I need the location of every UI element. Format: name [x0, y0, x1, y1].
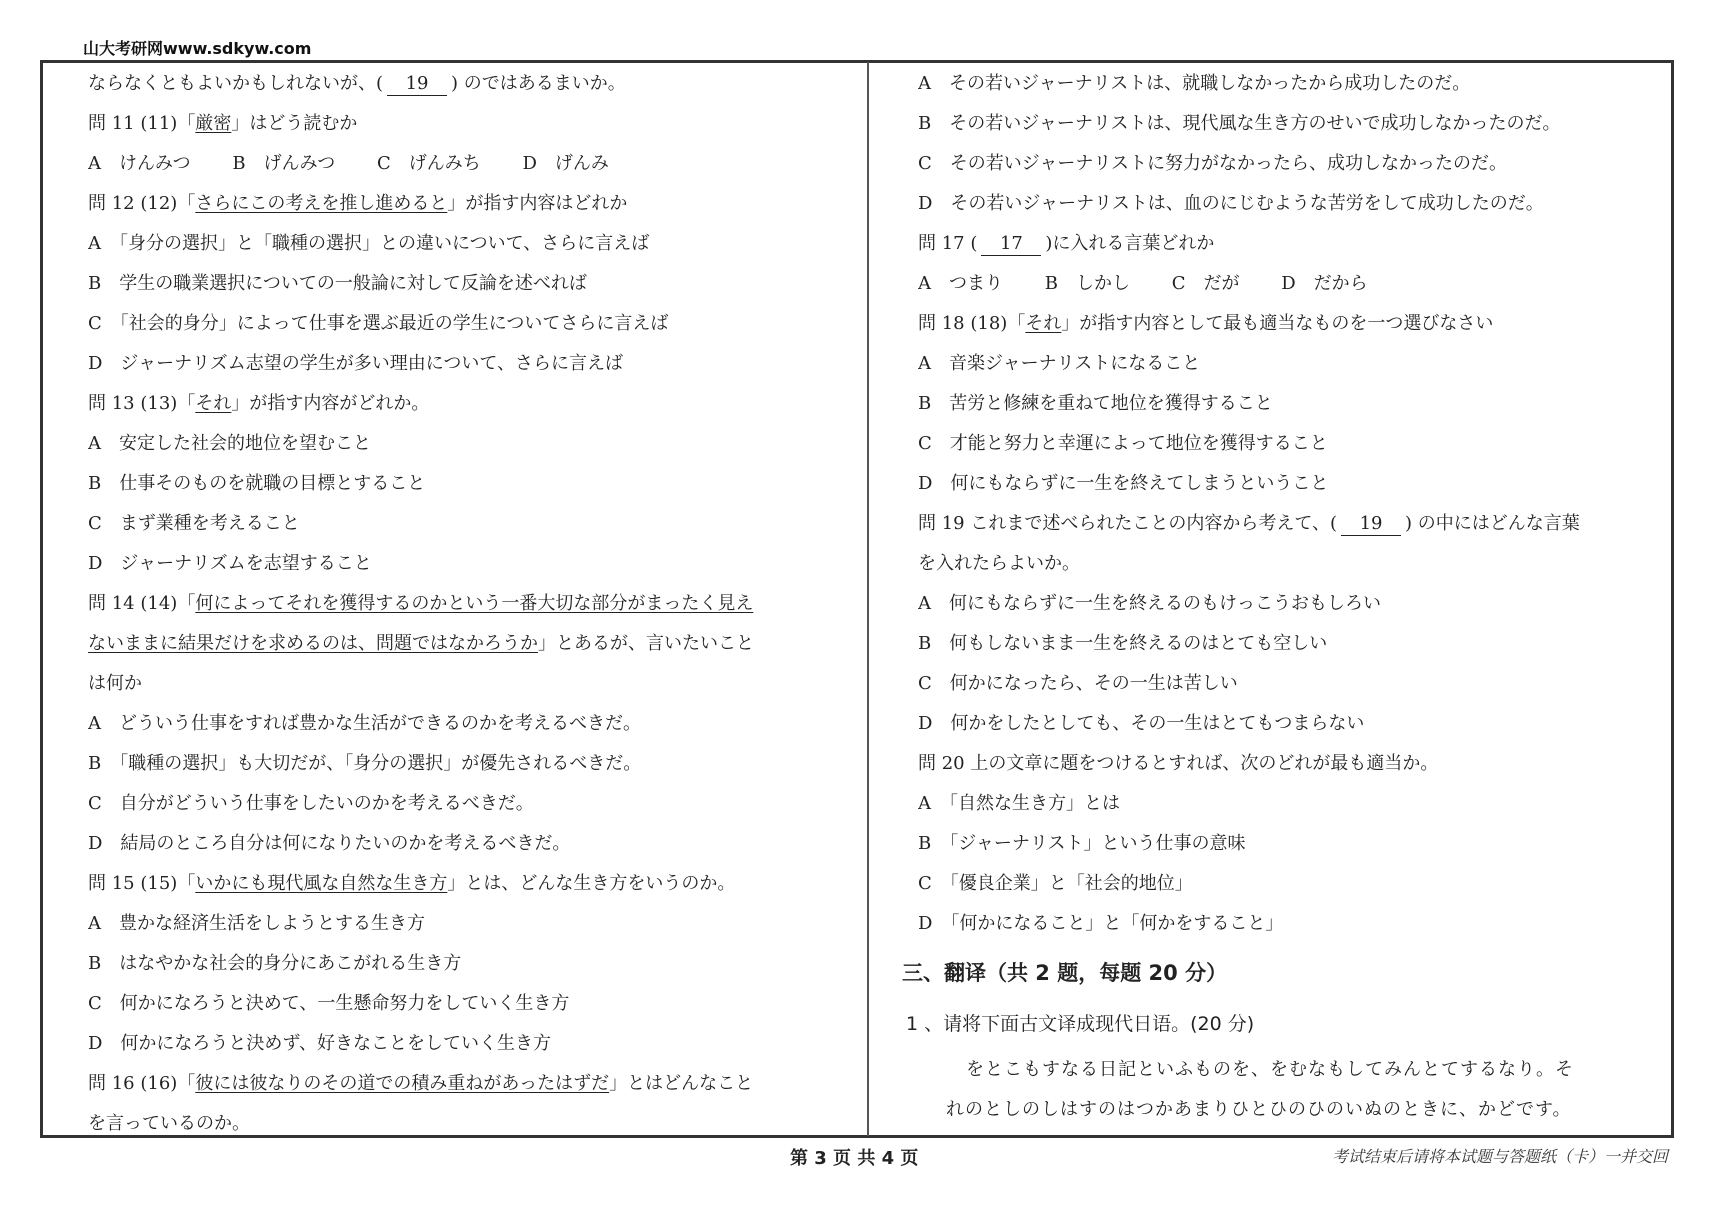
text: ( [970, 233, 978, 254]
option-a: A つまり [918, 273, 1003, 294]
question-number: 問 16 [88, 1073, 135, 1094]
option-c: C その若いジャーナリストに努力がなかったら、成功しなかったのだ。 [918, 153, 1508, 174]
option-c: C 何かになったら、その一生は苦しい [918, 673, 1238, 694]
option-d: D ジャーナリズムを志望すること [88, 553, 372, 574]
option-d: D その若いジャーナリストは、血のにじむような苦労をして成功したのだ。 [918, 193, 1544, 214]
section-title: 三、翻译（共 2 题，每题 20 分） [902, 961, 1228, 985]
blank-17: 17 [981, 233, 1041, 256]
option-a: A 安定した社会的地位を望むこと [88, 433, 371, 454]
text: 上の文章に題をつけるとすれば、次のどれが最も適当か。 [970, 753, 1439, 774]
option-a: A 「身分の選択」と「職種の選択」との違いについて、さらに言えば [88, 233, 650, 254]
question-11 [88, 104, 860, 144]
question-number: 問 12 [88, 193, 135, 214]
question-20 [918, 744, 1666, 784]
options-17 [918, 264, 1666, 304]
option-d: D だから [1281, 273, 1368, 294]
question-12 [88, 184, 860, 224]
text: これまで述べられたことの内容から考えて、( [970, 513, 1338, 534]
underlined-ref: 彼には彼なりのその道での積み重ねがあったはずだ [195, 1073, 610, 1094]
underlined-ref: いかにも現代風な自然な生き方 [195, 873, 448, 894]
option-a: A けんみつ [88, 153, 191, 174]
option-d: D 結局のところ自分は何になりたいのかを考えるべきだ。 [88, 833, 571, 854]
question-16-end: を言っているのか。 [88, 1113, 250, 1134]
option-c: C 何かになろうと決めて、一生懸命努力をしていく生き方 [88, 993, 570, 1014]
text: )に入れる言葉どれか [1045, 233, 1215, 254]
option-b: B しかし [1044, 273, 1130, 294]
question-number: 問 13 [88, 393, 135, 414]
underlined-ref: それ [1025, 313, 1062, 334]
option-b: B 苦労と修練を重ねて地位を獲得すること [918, 393, 1273, 414]
right-column [902, 64, 1666, 1130]
question-number: 問 14 [88, 593, 135, 614]
column-divider [867, 62, 869, 1136]
question-19 [918, 504, 1666, 544]
page-number: 第 3 页 共 4 页 [790, 1148, 919, 1169]
question-number: 問 18 [918, 313, 965, 334]
question-number: 問 11 [88, 113, 135, 134]
option-b: B げんみつ [232, 153, 336, 174]
option-c: C げんみち [376, 153, 481, 174]
option-a: A 豊かな経済生活をしようとする生き方 [88, 913, 425, 934]
text: 」が指す内容はどれか [447, 193, 628, 214]
option-b: B その若いジャーナリストは、現代風な生き方のせいで成功しなかったのだ。 [918, 113, 1561, 134]
blank-19: 19 [387, 73, 447, 96]
option-c: C 自分がどういう仕事をしたいのかを考えるべきだ。 [88, 793, 534, 814]
option-a: A 何にもならずに一生を終えるのもけっこうおもしろい [918, 593, 1381, 614]
option-c: C 「社会的身分」によって仕事を選ぶ最近の学生についてさらに言えば [88, 313, 669, 334]
option-a: A どういう仕事をすれば豊かな生活ができるのかを考えるべきだ。 [88, 713, 641, 734]
site-header: 山大考研网www.sdkyw.com [83, 39, 312, 58]
text: (15)「 [140, 873, 196, 894]
question-17 [918, 224, 1666, 264]
text: 」が指す内容がどれか。 [231, 393, 430, 414]
option-c: C 才能と努力と幸運によって地位を獲得すること [918, 433, 1328, 454]
text: 」とあるが、言いたいこと [538, 633, 754, 654]
text: (16)「 [140, 1073, 196, 1094]
option-d: D 「何かになること」と「何かをすること」 [918, 913, 1284, 934]
underlined-ref: さらにこの考えを推し進めると [195, 193, 448, 214]
question-13 [88, 384, 860, 424]
footer-note: 考试结束后请将本试题与答题纸（卡）一并交回 [1331, 1147, 1668, 1166]
underlined-ref: 厳密 [195, 113, 232, 134]
text: 」とは、どんな生き方をいうのか。 [447, 873, 736, 894]
underlined-ref: 何によってそれを獲得するのかという一番大切な部分がまったく見え [195, 593, 754, 614]
question-number: 問 19 [918, 513, 965, 534]
option-b: B 「職種の選択」も大切だが、「身分の選択」が優先されるべきだ。 [88, 753, 642, 774]
options-11 [88, 144, 860, 184]
blank-19: 19 [1341, 513, 1401, 536]
option-c: C だが [1171, 273, 1240, 294]
text: (18)「 [970, 313, 1026, 334]
underlined-ref: ないままに結果だけを求めるのは、問題ではなかろうか [88, 633, 538, 654]
option-d: D げんみ [522, 153, 609, 174]
option-a: A その若いジャーナリストは、就職しなかったから成功したのだ。 [918, 73, 1471, 94]
question-14 [88, 584, 860, 624]
question-number: 問 20 [918, 753, 965, 774]
question-14-cont [88, 624, 860, 664]
text: 」とはどんなこと [609, 1073, 754, 1094]
option-b: B 学生の職業選択についての一般論に対して反論を述べれば [88, 273, 587, 294]
question-18 [918, 304, 1666, 344]
option-c: C 「優良企業」と「社会的地位」 [918, 873, 1193, 894]
option-a: A 「自然な生き方」とは [918, 793, 1120, 814]
option-d: D 何かになろうと決めず、好きなことをしていく生き方 [88, 1033, 551, 1054]
classical-text-line-2: れのとしのしはすのはつかあまりひとひのひのいぬのときに、かどです。 [946, 1099, 1572, 1120]
question-16 [88, 1064, 860, 1104]
option-b: B 何もしないまま一生を終えるのはとても空しい [918, 633, 1328, 654]
question-number: 問 15 [88, 873, 135, 894]
text: (14)「 [140, 593, 196, 614]
question-14-end: は何か [88, 673, 142, 694]
question-19-end: を入れたらよいか。 [918, 553, 1080, 574]
option-b: B 仕事そのものを就職の目標とすること [88, 473, 426, 494]
translation-question-1: 1 、请将下面古文译成现代日语。(20 分) [906, 1013, 1255, 1035]
text: ) の中にはどんな言葉 [1405, 513, 1580, 534]
option-a: A 音楽ジャーナリストになること [918, 353, 1201, 374]
underlined-ref: それ [195, 393, 232, 414]
question-number: 問 17 [918, 233, 965, 254]
text: (13)「 [140, 393, 196, 414]
left-column [88, 64, 860, 1144]
classical-text-line-1: をとこもすなる日記といふものを、をむなもしてみんとてするなり。そ [966, 1059, 1574, 1080]
option-d: D 何にもならずに一生を終えてしまうということ [918, 473, 1329, 494]
continuation-line [88, 64, 860, 104]
option-d: D 何かをしたとしても、その一生はとてもつまらない [918, 713, 1365, 734]
text: ならなくともよいかもしれないが、( [88, 73, 384, 94]
option-d: D ジャーナリズム志望の学生が多い理由について、さらに言えば [88, 353, 623, 374]
text: (12)「 [140, 193, 196, 214]
option-b: B 「ジャーナリスト」という仕事の意味 [918, 833, 1246, 854]
text: 」が指す内容として最も適当なものを一つ選びなさい [1061, 313, 1494, 334]
option-c: C まず業種を考えること [88, 513, 300, 534]
question-15 [88, 864, 860, 904]
text: ) のではあるまいか。 [451, 73, 626, 94]
text: (11)「 [140, 113, 196, 134]
option-b: B はなやかな社会的身分にあこがれる生き方 [88, 953, 462, 974]
text: 」はどう読むか [231, 113, 358, 134]
